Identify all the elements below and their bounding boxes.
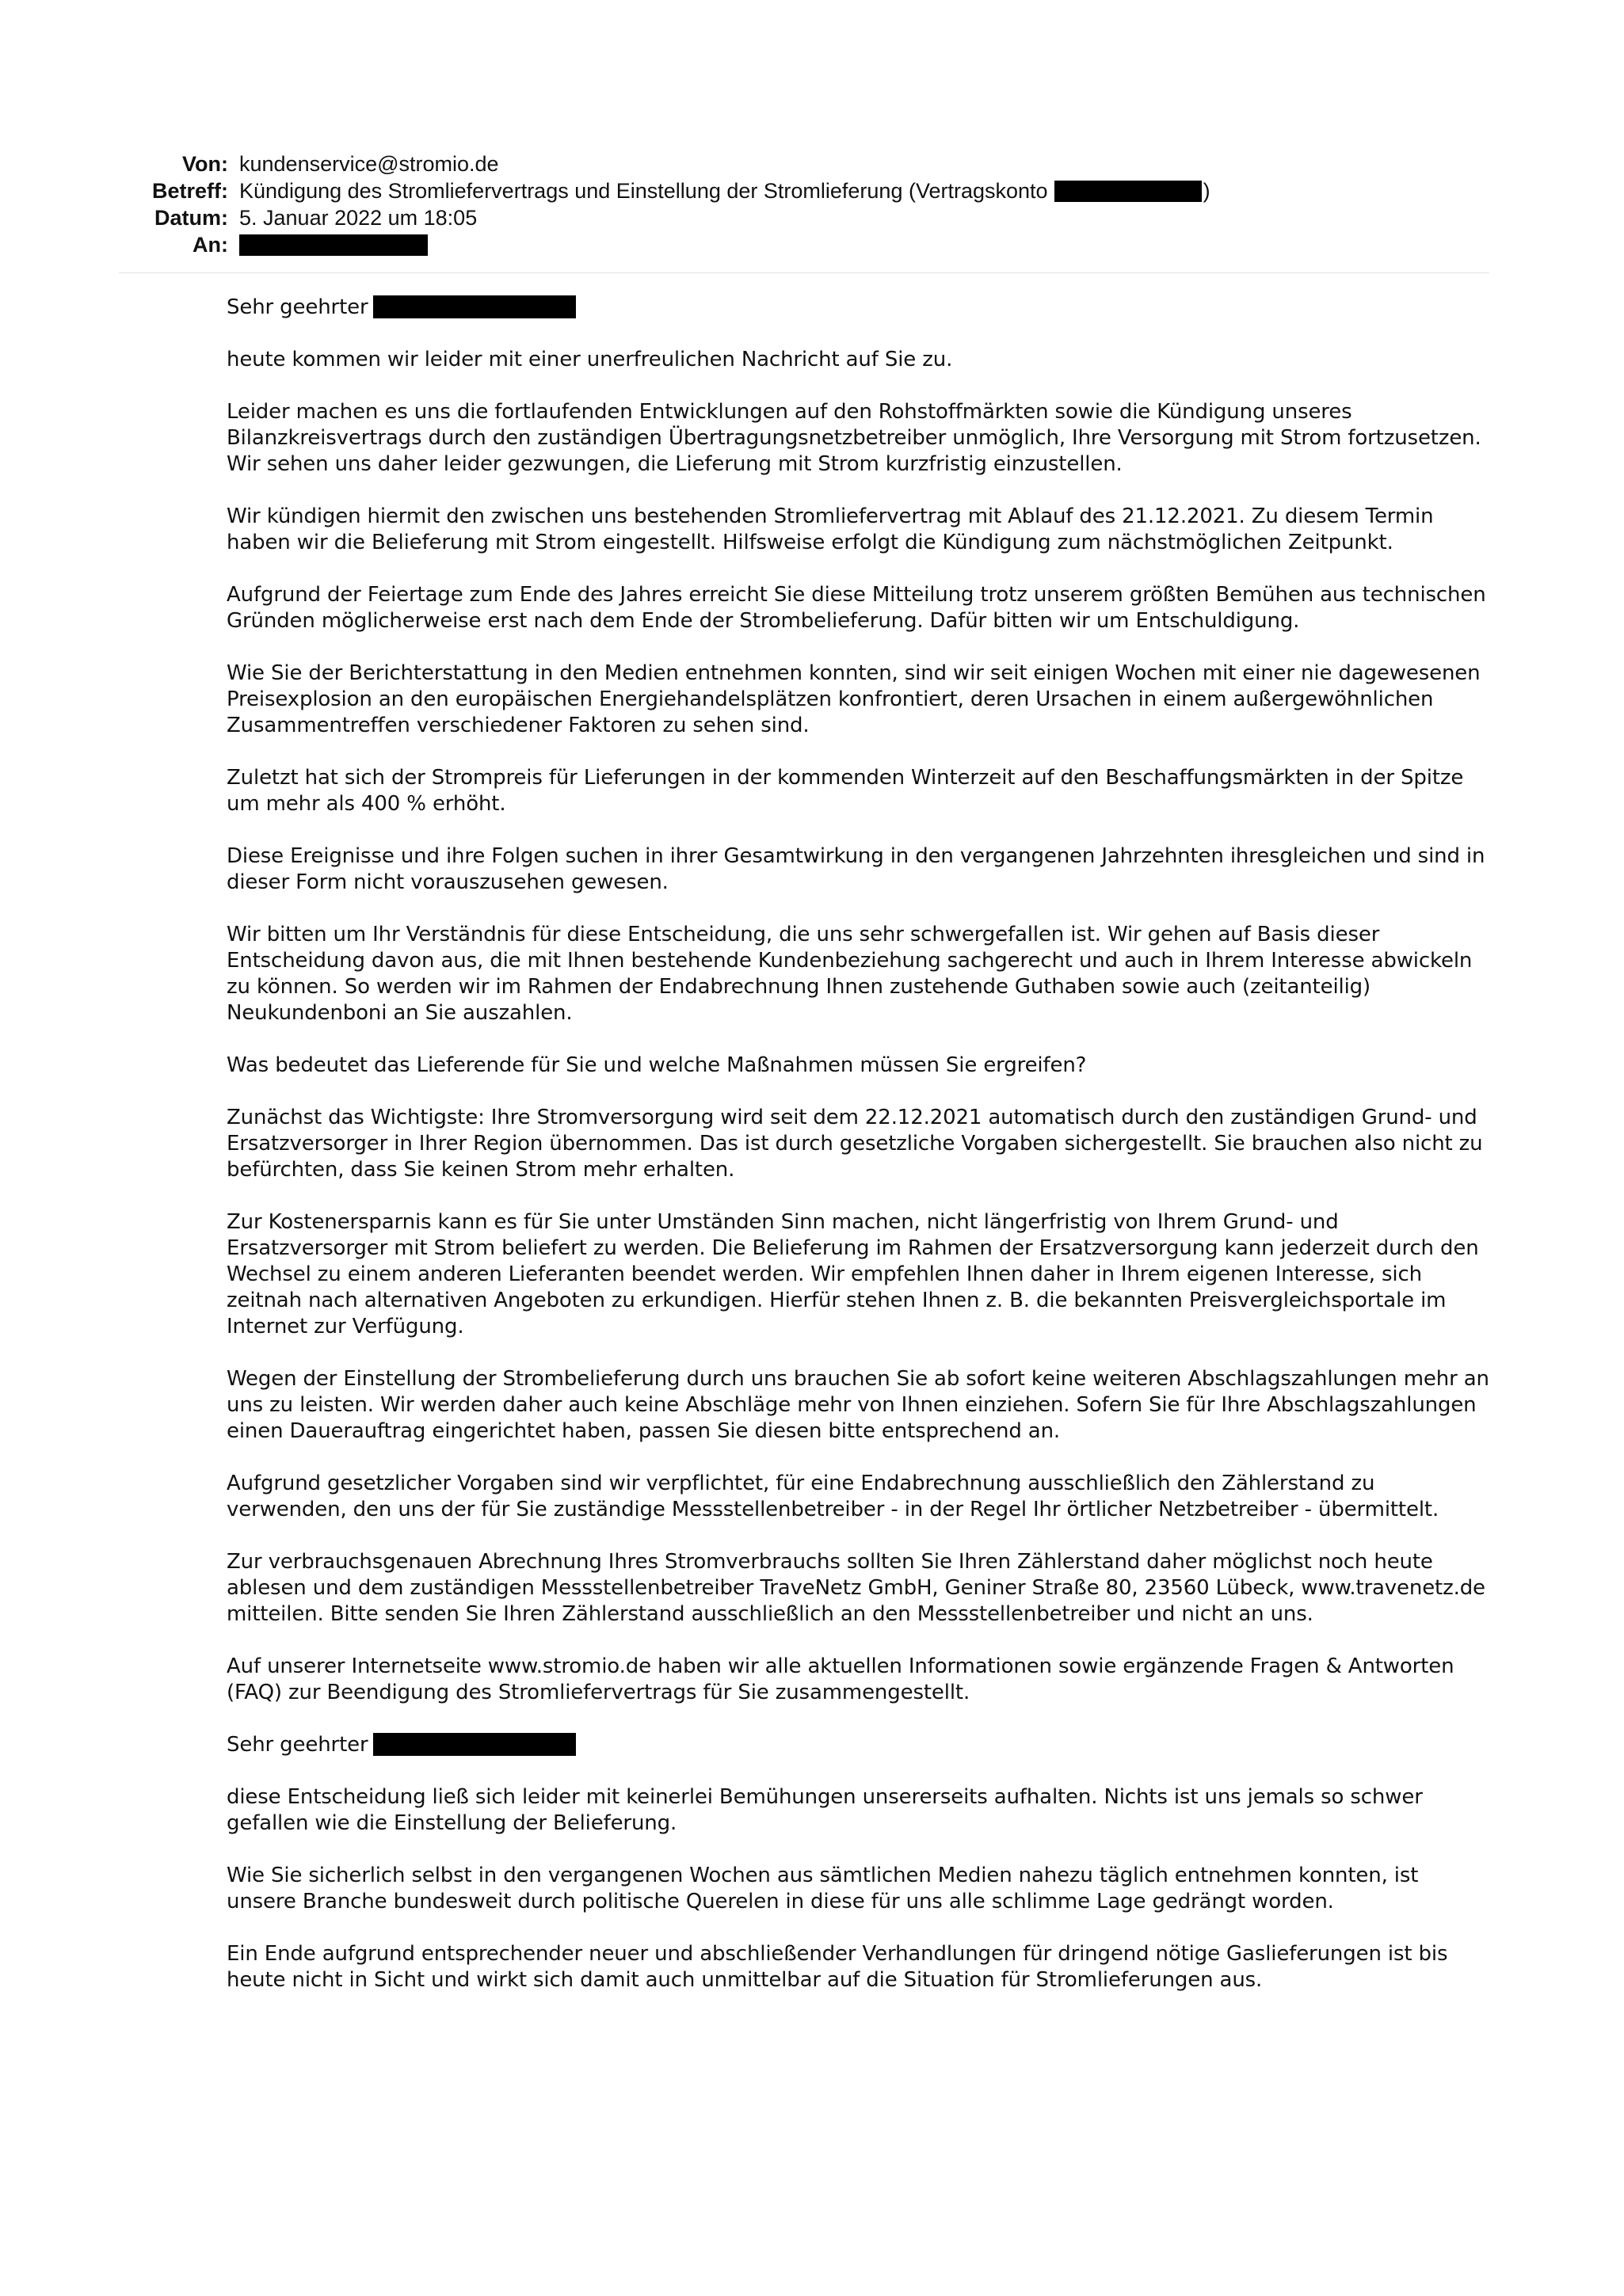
subject-label: Betreff: xyxy=(151,179,228,203)
body-paragraph: Zur verbrauchsgenauen Abrechnung Ihres Stromverbrauchs sollten Sie Ihren Zählerstand daher möglichst noch heute ablesen und dem zuständigen Messstellenbetreiber TraveNetz GmbH, Geniner Straße 80, 23560 Lübeck, www.travenetz.de mitteilen. Bitte senden Sie Ihren Zählerstand ausschließlich an den Messstellenbetreiber und nicht an uns. xyxy=(227,1550,1485,1626)
email-body xyxy=(227,295,1494,2020)
header-divider xyxy=(119,272,1489,273)
header-row-to xyxy=(119,231,1489,258)
salutation-text-2: Sehr geehrter xyxy=(227,1733,368,1757)
from-label: Von: xyxy=(182,152,228,176)
body-paragraph: Zunächst das Wichtigste: Ihre Stromversorgung wird seit dem 22.12.2021 automatisch durch den zuständigen Grund- und Ersatzversorger in Ihrer Region übernommen. Das ist durch gesetzliche Vorgaben sichergestellt. Sie brauchen also nicht zu befürchten, dass Sie keinen Strom mehr erhalten. xyxy=(227,1106,1483,1182)
body-paragraph: Zur Kostenersparnis kann es für Sie unter Umständen Sinn machen, nicht längerfristig von Ihrem Grund- und Ersatzversorger mit Strom beliefert zu werden. Die Belieferung im Rahmen der Ersatzversorgung kann jederzeit durch den Wechsel zu einem anderen Lieferanten beendet werden. Wir empfehlen Ihnen daher in Ihrem eigenen Interesse, sich zeitnah nach alternativen Angeboten zu erkundigen. Hierfür stehen Ihnen z. B. die bekannten Preisvergleichsportale im Internet zur Verfügung. xyxy=(227,1210,1479,1338)
subject-close-paren: ) xyxy=(1203,179,1210,203)
body-paragraph: Ein Ende aufgrund entsprechender neuer und abschließender Verhandlungen für dringend nötige Gaslieferungen ist bis heute nicht in Sicht und wirkt sich damit auch unmittelbar auf die Situation für Stromlieferungen aus. xyxy=(227,1942,1448,1992)
redaction-recipient xyxy=(239,234,428,256)
body-paragraph: Wegen der Einstellung der Strombelieferung durch uns brauchen Sie ab sofort keine weiteren Abschlagszahlungen mehr an uns zu leisten. Wir werden daher auch keine Abschläge mehr von Ihnen einziehen. Sofern Sie für Ihre Abschlagszahlungen einen Dauerauftrag eingerichtet haben, passen Sie diesen bitte entsprechend an. xyxy=(227,1367,1489,1443)
date-value: 5. Januar 2022 um 18:05 xyxy=(239,206,478,230)
body-paragraph: Diese Ereignisse und ihre Folgen suchen in ihrer Gesamtwirkung in den vergangenen Jahrzehnten ihresgleichen und sind in dieser Form nicht vorauszusehen gewesen. xyxy=(227,844,1485,894)
redaction-account-number xyxy=(1054,181,1202,202)
body-paragraph: Was bedeutet das Lieferende für Sie und welche Maßnahmen müssen Sie ergreifen? xyxy=(227,1053,1087,1077)
email-header xyxy=(119,150,1489,258)
body-paragraph: Aufgrund gesetzlicher Vorgaben sind wir verpflichtet, für eine Endabrechnung ausschließlich den Zählerstand zu verwenden, den uns der für Sie zuständige Messstellenbetreiber - in der Regel Ihr örtlicher Netzbetreiber - übermittelt. xyxy=(227,1472,1439,1521)
body-paragraph: Wie Sie der Berichterstattung in den Medien entnehmen konnten, sind wir seit einigen Wochen mit einer nie dagewesenen Preisexplosion an den europäischen Energiehandelsplätzen konfrontiert, deren Ursachen in einem außergewöhnlichen Zusammentreffen verschiedener Faktoren zu sehen sind. xyxy=(227,661,1481,737)
body-paragraph: Wir kündigen hiermit den zwischen uns bestehenden Stromliefervertrag mit Ablauf des 21.12.2021. Zu diesem Termin haben wir die Belieferung mit Strom eingestellt. Hilfsweise erfolgt die Kündigung zum nächstmöglichen Zeitpunkt. xyxy=(227,505,1434,554)
to-value-wrap xyxy=(239,234,428,256)
header-row-subject xyxy=(119,177,1489,204)
body-paragraph: heute kommen wir leider mit einer unerfreulichen Nachricht auf Sie zu. xyxy=(227,348,953,371)
salutation-paragraph-2 xyxy=(227,1732,1494,1758)
body-paragraph: Leider machen es uns die fortlaufenden Entwicklungen auf den Rohstoffmärkten sowie die Kündigung unseres Bilanzkreisvertrags durch den zuständigen Übertragungsnetzbetreiber unmöglich, Ihre Versorgung mit Strom fortzusetzen. Wir sehen uns daher leider gezwungen, die Lieferung mit Strom kurzfristig einzustellen. xyxy=(227,400,1481,476)
body-paragraph: Auf unserer Internetseite www.stromio.de haben wir alle aktuellen Informationen sowie ergänzende Fragen & Antworten (FAQ) zur Beendigung des Stromliefervertrags für Sie zusammengestellt. xyxy=(227,1654,1454,1704)
date-label: Datum: xyxy=(154,206,228,230)
subject-text: Kündigung des Stromliefervertrags und Einstellung der Stromlieferung (Vertragskonto xyxy=(239,179,1048,203)
body-paragraph: Aufgrund der Feiertage zum Ende des Jahres erreicht Sie diese Mitteilung trotz unserem größten Bemühen aus technischen Gründen möglicherweise erst nach dem Ende der Strombelieferung. Dafür bitten wir um Entschuldigung. xyxy=(227,583,1486,633)
header-row-from xyxy=(119,150,1489,177)
body-paragraph: Wie Sie sicherlich selbst in den vergangenen Wochen aus sämtlichen Medien nahezu täglich entnehmen konnten, ist unsere Branche bundesweit durch politische Querelen in diese für uns alle schlimme Lage gedrängt worden. xyxy=(227,1864,1419,1913)
from-address[interactable]: kundenservice@stromio.de xyxy=(239,152,499,176)
redaction-name-2 xyxy=(373,1733,576,1756)
salutation-paragraph xyxy=(227,295,1494,321)
salutation-text: Sehr geehrter xyxy=(227,295,368,319)
body-paragraph: Wir bitten um Ihr Verständnis für diese Entscheidung, die uns sehr schwergefallen ist. Wir gehen auf Basis dieser Entscheidung davon aus, die mit Ihnen bestehende Kundenbeziehung sachgerecht und auch in Ihrem Interesse abwickeln zu können. So werden wir im Rahmen der Endabrechnung Ihnen zustehende Guthaben sowie auch (zeitanteilig) Neukundenboni an Sie auszahlen. xyxy=(227,923,1473,1025)
body-paragraph: Zuletzt hat sich der Strompreis für Lieferungen in der kommenden Winterzeit auf den Beschaffungsmärkten in der Spitze um mehr als 400 % erhöht. xyxy=(227,766,1464,816)
subject-value-wrap xyxy=(239,177,1210,204)
body-paragraph: diese Entscheidung ließ sich leider mit keinerlei Bemühungen unsererseits aufhalten. Nichts ist uns jemals so schwer gefallen wie die Einstellung der Belieferung. xyxy=(227,1785,1423,1835)
header-row-date xyxy=(119,204,1489,231)
to-label: An: xyxy=(193,233,228,257)
redaction-name xyxy=(373,295,576,318)
